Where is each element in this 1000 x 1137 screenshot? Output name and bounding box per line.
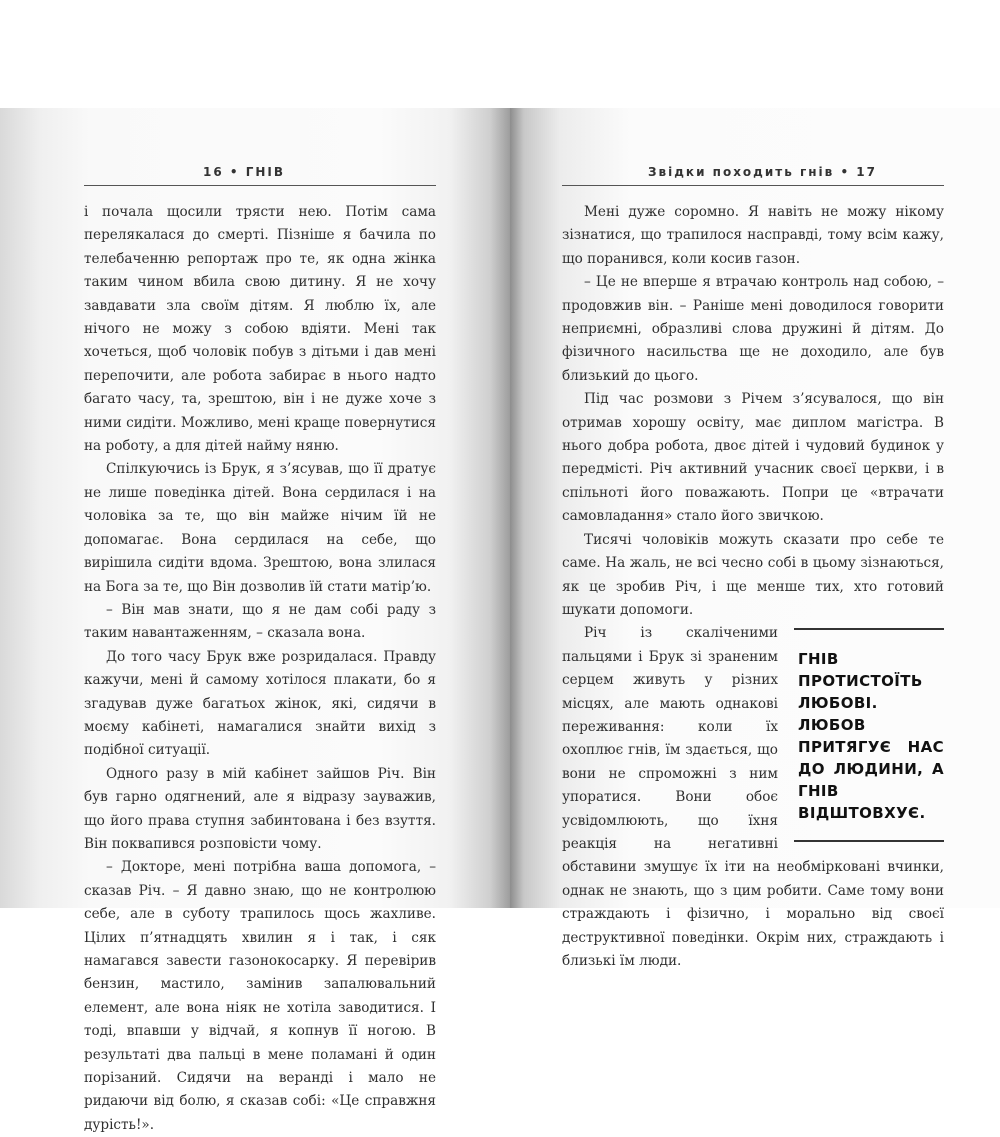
open-book (0, 108, 1000, 1133)
paragraph: – Докторе, мені потрібна ваша допомога, – сказав Річ. – Я давно знаю, що не контролюю себе, але в суботу трапилось щось жахливе. Цілих п’ятнадцять хвилин я і так, і сяк намагався завести газонокосарку. Я перевірив бензин, мастило, замінив запалювальний елемент, але вона ніяк не хотіла заводитися. І тоді, впавши у відчай, я копнув її ногою. В результаті два пальці в мене поламані й один порізаний. Сидячи на веранді і мало не ридаючи від болю, я сказав собі: «Це справжня дурість!». (84, 859, 436, 1133)
paragraph: Одного разу в мій кабінет зайшов Річ. Він був гарно одягнений, але я відразу зауважив, що його права ступня забинтована і без взуття. Він поквапився розповісти чому. (84, 765, 436, 852)
left-page (0, 108, 510, 1133)
paragraph: Тисячі чоловіків можуть сказати про себе те саме. На жаль, не всі чесно собі в цьому зізнаються, як це зробив Річ, і ще менше тих, хто готовий шукати допомоги. (562, 531, 944, 618)
paragraph: Під час розмови з Річем з’ясувалося, що він отримав хорошу освіту, має диплом магістра. В нього добра робота, двоє дітей і чудовий будинок у передмісті. Річ активний учасник своєї церкви, і в спільноті його поважають. Попри це «втрачати самовладання» стало його звичкою. (562, 391, 944, 525)
left-page-body (84, 201, 436, 1137)
paragraph: Мені дуже соромно. Я навіть не можу нікому зізнатися, що трапилося насправді, тому всім кажу, що поранився, коли косив газон. (562, 204, 944, 267)
paragraph: До того часу Брук вже розридалася. Правду кажучи, мені й самому хотілося плакати, бо я згадував дуже багатьох жінок, які, сидячи в моєму кабінеті, намагалися знайти вихід з подібної ситуації. (84, 648, 436, 759)
paragraph: – Це не вперше я втрачаю контроль над собою, – продовжив він. – Раніше мені доводилося говорити неприємні, образливі слова дружині й дітям. До фізичного насильства ще не доходило, але був близький до цього. (562, 274, 944, 384)
pull-quote: ГНІВ ПРОТИСТОЇТЬ ЛЮБОВІ. ЛЮБОВ ПРИТЯГУЄ НАС ДО ЛЮДИНИ, А ГНІВ ВІДШТОВХУЄ. (798, 650, 944, 823)
left-page-header: 16 • ГНІВ (203, 165, 286, 179)
right-header-rule (562, 185, 944, 186)
right-page (510, 108, 1000, 969)
paragraph: і почала щосили трясти нею. Потім сама перелякалася до смерті. Пізніше я бачила по телебаченню репортаж про те, як одна жінка таким чином вбила свою дитину. Я не хочу завдавати зла своїм дітям. Я люблю їх, але нічого не можу з собою вдіяти. Мені так хочеться, щоб чоловік побув з дітьми і дав мені перепочити, але робота забирає в нього надто багато часу, та, зрештою, він і не дуже хоче з ними сидіти. Можливо, мені краще повернутися на роботу, а для дітей найму няню. (84, 204, 436, 455)
right-page-body (562, 201, 944, 973)
left-header-rule (84, 185, 436, 186)
paragraph: Річ із скаліченими пальцями і Брук зі зраненим серцем живуть у різних місцях, але мають однакові переживання: коли їх охоплює гнів, їм здається, що вони не спроможні з ним упоратися. Вони обоє усвідомлюють, що їхня реакція на негативні обставини змушує їх іти на необмірковані вчинки, однак не знають, що з цим робити. Саме тому вони страждають і фізично, і морально від своєї деструктивної поведінки. Окрім них, страждають і близькі їм люди. (562, 625, 944, 969)
paragraph: – Він мав знати, що я не дам собі раду з таким навантаженням, – сказала вона. (84, 601, 436, 642)
right-page-header: Звідки походить гнів • 17 (648, 165, 877, 179)
paragraph: Спілкуючись із Брук, я з’ясував, що її дратує не лише поведінка дітей. Вона сердилася і на чоловіка за те, що він майже нічим їй не допомагає. Вона сердилася на себе, що вирішила сидіти вдома. Зрештою, вона злилася на Бога за те, що Він дозволив їй стати матір’ю. (84, 461, 436, 595)
pull-quote-box (794, 628, 944, 842)
